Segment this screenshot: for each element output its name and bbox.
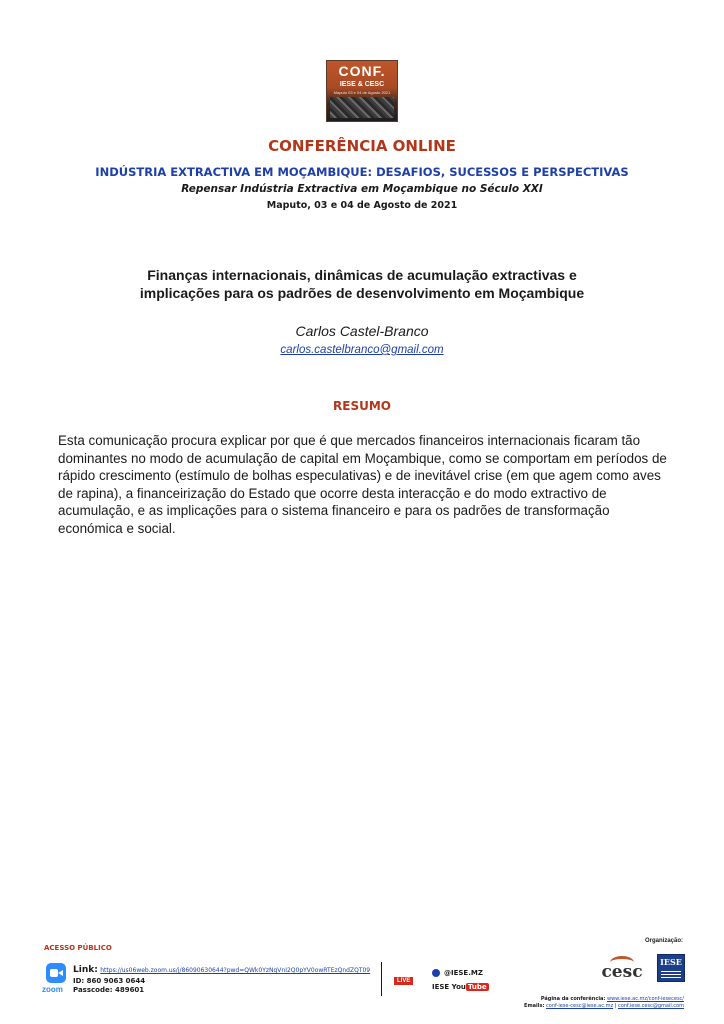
logo-photo <box>330 97 394 118</box>
facebook-handle[interactable]: @IESE.MZ <box>444 969 483 977</box>
paper-title-line-1: Finanças internacionais, dinâmicas de acumulação extractivas e <box>147 267 577 283</box>
logo-line-2: IESE & CESC <box>339 81 385 88</box>
author-name: Carlos Castel-Branco <box>295 323 429 339</box>
zoom-camera-icon <box>46 963 66 983</box>
public-access-label: ACESSO PÚBLICO <box>44 944 112 952</box>
conference-page-label: Página da conferência: <box>540 996 606 1002</box>
paper-title <box>0 266 724 302</box>
conference-page-row <box>541 996 684 1002</box>
author-email-link[interactable]: carlos.castelbranco@gmail.com <box>280 344 444 356</box>
youtube-channel[interactable] <box>432 983 489 991</box>
zoom-passcode-value: 489601 <box>114 986 145 994</box>
zoom-passcode-row <box>73 986 144 994</box>
logo-line-1: CONF. <box>338 63 386 79</box>
organization-label: Organização: <box>645 938 684 944</box>
email-separator: | <box>613 1003 618 1009</box>
conference-title: CONFERÊNCIA ONLINE <box>268 137 456 155</box>
conference-logo <box>326 60 398 122</box>
emails-label: Emails: <box>524 1003 545 1009</box>
conference-tagline: Repensar Indústria Extractiva em Moçambique no Século XXI <box>181 183 543 195</box>
emails-row <box>524 1003 684 1009</box>
zoom-id-value: 860 9063 0644 <box>86 977 146 985</box>
cesc-logo <box>600 954 644 982</box>
iese-logo <box>657 954 685 982</box>
zoom-link-label: Link: <box>73 965 98 975</box>
zoom-id-label: ID: <box>73 977 85 985</box>
zoom-link[interactable]: https://us06web.zoom.us/j/86090630644?pwd=QWk0YzNqVnI2Q0pYV0owRTEzQndZQT09 <box>100 967 371 974</box>
zoom-passcode-label: Passcode: <box>73 986 113 994</box>
youtube-icon: Tube <box>467 983 487 991</box>
abstract-heading: RESUMO <box>333 399 391 413</box>
youtube-prefix: IESE You <box>432 983 466 991</box>
cesc-logo-text: cesc <box>601 962 643 982</box>
zoom-id-row <box>73 977 145 985</box>
email-link-2[interactable]: conf.iese.cesc@gmail.com <box>617 1003 684 1009</box>
logo-line-3: Maputo 03 e 04 de Agosto 2021 <box>333 90 391 95</box>
live-badge: LIVE <box>394 977 413 985</box>
conference-date: Maputo, 03 e 04 de Agosto de 2021 <box>266 200 458 211</box>
zoom-brand: zoom <box>42 985 63 994</box>
abstract-text: Esta comunicação procura explicar por que é que mercados financeiros internacionais ficaram tão dominantes no modo de acumulação de capital em Moçambique, como se comportam em períodos de rápido crescimento (estímulo de bolhas especulativas) e de inevitável crise (em que agem como aves de rapina), a financeirização do Estado que ocorre desta interacção e do modo extractivo de acumulação, e as implicações para o sistema financeiro e para os padrões de transformação económica e social. <box>58 433 667 536</box>
footer-divider <box>381 962 382 996</box>
conference-page-link[interactable]: www.iese.ac.mz/conf-iesecesc/ <box>607 996 684 1002</box>
email-link-1[interactable]: conf-iese-cesc@iese.ac.mz <box>546 1003 614 1009</box>
iese-logo-bars <box>661 969 681 978</box>
zoom-link-row <box>73 965 370 975</box>
iese-logo-text: IESE <box>660 957 682 967</box>
facebook-icon <box>432 969 440 977</box>
paper-title-line-2: implicações para os padrões de desenvolvimento em Moçambique <box>139 285 585 301</box>
conference-subtitle: INDÚSTRIA EXTRACTIVA EM MOÇAMBIQUE: DESAFIOS, SUCESSOS E PERSPECTIVAS <box>95 165 629 179</box>
